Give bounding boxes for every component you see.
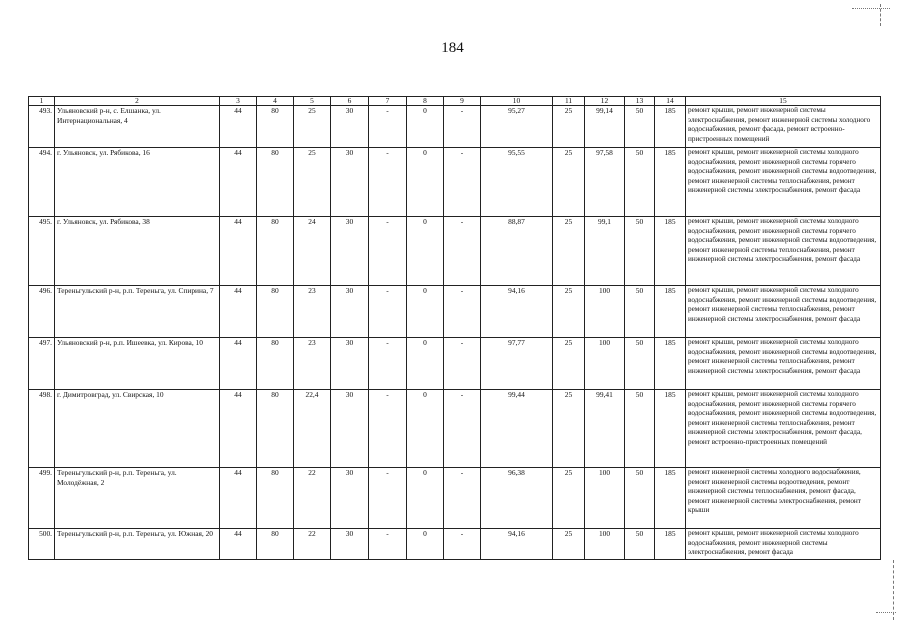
value-cell-col4: 80 bbox=[257, 338, 294, 390]
address-cell: Ульяновский р-н, р.п. Ишеевка, ул. Кирова, 10 bbox=[55, 338, 220, 390]
column-header: 9 bbox=[444, 97, 481, 106]
works-description-cell: ремонт инженерной системы холодного водоснабжения, ремонт инженерной системы водоотведения, ремонт инженерной системы теплоснабжения, ремонт фасада, ремонт инженерной системы электроснабжения, ремонт крыши bbox=[686, 468, 881, 529]
row-number-cell: 493. bbox=[29, 106, 55, 148]
value-cell-col9: - bbox=[444, 286, 481, 338]
value-cell-col13: 50 bbox=[625, 338, 655, 390]
value-cell-col6: 30 bbox=[331, 106, 369, 148]
value-cell-col5: 23 bbox=[294, 338, 331, 390]
registry-table bbox=[28, 96, 881, 560]
value-cell-col12: 99,41 bbox=[585, 390, 625, 468]
value-cell-col12: 99,14 bbox=[585, 106, 625, 148]
value-cell-col11: 25 bbox=[553, 338, 585, 390]
value-cell-col12: 99,1 bbox=[585, 217, 625, 286]
table-row bbox=[29, 106, 881, 148]
value-cell-col11: 25 bbox=[553, 217, 585, 286]
value-cell-col13: 50 bbox=[625, 106, 655, 148]
value-cell-col5: 25 bbox=[294, 148, 331, 217]
value-cell-col12: 100 bbox=[585, 468, 625, 529]
column-header: 6 bbox=[331, 97, 369, 106]
value-cell-col7: - bbox=[369, 217, 407, 286]
value-cell-col8: 0 bbox=[407, 529, 444, 560]
value-cell-col13: 50 bbox=[625, 468, 655, 529]
works-description-cell: ремонт крыши, ремонт инженерной системы электроснабжения, ремонт инженерной системы холодного водоснабжения, ремонт фасада, ремонт встроенно-пристроенных помещений bbox=[686, 106, 881, 148]
value-cell-col8: 0 bbox=[407, 148, 444, 217]
value-cell-col11: 25 bbox=[553, 468, 585, 529]
value-cell-col11: 25 bbox=[553, 286, 585, 338]
row-number-cell: 500. bbox=[29, 529, 55, 560]
value-cell-col4: 80 bbox=[257, 529, 294, 560]
address-cell: Тереньгульский р-н, р.п. Тереньга, ул. Южная, 20 bbox=[55, 529, 220, 560]
scan-edge-mark bbox=[893, 560, 894, 620]
value-cell-col6: 30 bbox=[331, 468, 369, 529]
value-cell-col7: - bbox=[369, 286, 407, 338]
value-cell-col3: 44 bbox=[220, 148, 257, 217]
value-cell-col8: 0 bbox=[407, 217, 444, 286]
value-cell-col5: 22 bbox=[294, 529, 331, 560]
table-row bbox=[29, 390, 881, 468]
value-cell-col8: 0 bbox=[407, 286, 444, 338]
table-row bbox=[29, 468, 881, 529]
row-number-cell: 498. bbox=[29, 390, 55, 468]
value-cell-col3: 44 bbox=[220, 529, 257, 560]
value-cell-col3: 44 bbox=[220, 106, 257, 148]
value-cell-col10: 94,16 bbox=[481, 286, 553, 338]
works-description-cell: ремонт крыши, ремонт инженерной системы холодного водоснабжения, ремонт инженерной системы горячего водоснабжения, ремонт инженерной системы водоотведения, ремонт инженерной системы теплоснабжения, ремонт инженерной системы электроснабжения, ремонт фасада bbox=[686, 217, 881, 286]
value-cell-col8: 0 bbox=[407, 338, 444, 390]
value-cell-col10: 97,77 bbox=[481, 338, 553, 390]
value-cell-col11: 25 bbox=[553, 390, 585, 468]
value-cell-col9: - bbox=[444, 390, 481, 468]
value-cell-col11: 25 bbox=[553, 106, 585, 148]
value-cell-col8: 0 bbox=[407, 390, 444, 468]
value-cell-col10: 99,44 bbox=[481, 390, 553, 468]
column-header: 10 bbox=[481, 97, 553, 106]
value-cell-col4: 80 bbox=[257, 148, 294, 217]
value-cell-col14: 185 bbox=[655, 217, 686, 286]
value-cell-col9: - bbox=[444, 148, 481, 217]
column-header: 14 bbox=[655, 97, 686, 106]
column-number-row bbox=[29, 97, 881, 106]
value-cell-col3: 44 bbox=[220, 338, 257, 390]
value-cell-col10: 95,55 bbox=[481, 148, 553, 217]
works-description-cell: ремонт крыши, ремонт инженерной системы холодного водоснабжения, ремонт инженерной системы водоотведения, ремонт инженерной системы теплоснабжения, ремонт инженерной системы электроснабжения, ремонт фасада bbox=[686, 338, 881, 390]
value-cell-col5: 22 bbox=[294, 468, 331, 529]
value-cell-col6: 30 bbox=[331, 148, 369, 217]
scan-edge-mark bbox=[852, 8, 890, 9]
address-cell: г. Димитровград, ул. Свирская, 10 bbox=[55, 390, 220, 468]
value-cell-col7: - bbox=[369, 529, 407, 560]
address-cell: г. Ульяновск, ул. Рябикова, 16 bbox=[55, 148, 220, 217]
row-number-cell: 496. bbox=[29, 286, 55, 338]
value-cell-col7: - bbox=[369, 338, 407, 390]
table-row bbox=[29, 529, 881, 560]
column-header: 1 bbox=[29, 97, 55, 106]
value-cell-col5: 22,4 bbox=[294, 390, 331, 468]
value-cell-col5: 25 bbox=[294, 106, 331, 148]
value-cell-col3: 44 bbox=[220, 286, 257, 338]
value-cell-col6: 30 bbox=[331, 286, 369, 338]
row-number-cell: 494. bbox=[29, 148, 55, 217]
column-header: 2 bbox=[55, 97, 220, 106]
address-cell: Тереньгульский р-н, р.п. Тереньга, ул. Спирина, 7 bbox=[55, 286, 220, 338]
value-cell-col13: 50 bbox=[625, 148, 655, 217]
table-row bbox=[29, 148, 881, 217]
value-cell-col12: 100 bbox=[585, 338, 625, 390]
value-cell-col9: - bbox=[444, 529, 481, 560]
row-number-cell: 499. bbox=[29, 468, 55, 529]
value-cell-col12: 100 bbox=[585, 286, 625, 338]
works-description-cell: ремонт крыши, ремонт инженерной системы холодного водоснабжения, ремонт инженерной системы горячего водоснабжения, ремонт инженерной системы водоотведения, ремонт инженерной системы теплоснабжения, ремонт инженерной системы электроснабжения, ремонт фасада bbox=[686, 148, 881, 217]
value-cell-col7: - bbox=[369, 468, 407, 529]
value-cell-col9: - bbox=[444, 217, 481, 286]
value-cell-col3: 44 bbox=[220, 468, 257, 529]
value-cell-col11: 25 bbox=[553, 529, 585, 560]
value-cell-col13: 50 bbox=[625, 390, 655, 468]
value-cell-col4: 80 bbox=[257, 286, 294, 338]
works-description-cell: ремонт крыши, ремонт инженерной системы холодного водоснабжения, ремонт инженерной системы водоотведения, ремонт инженерной системы теплоснабжения, ремонт инженерной системы электроснабжения, ремонт фасада bbox=[686, 286, 881, 338]
table-row bbox=[29, 286, 881, 338]
value-cell-col6: 30 bbox=[331, 529, 369, 560]
value-cell-col8: 0 bbox=[407, 106, 444, 148]
value-cell-col4: 80 bbox=[257, 468, 294, 529]
page-number: 184 bbox=[441, 40, 464, 56]
value-cell-col6: 30 bbox=[331, 390, 369, 468]
value-cell-col14: 185 bbox=[655, 529, 686, 560]
value-cell-col3: 44 bbox=[220, 390, 257, 468]
column-header: 11 bbox=[553, 97, 585, 106]
column-header: 8 bbox=[407, 97, 444, 106]
row-number-cell: 495. bbox=[29, 217, 55, 286]
value-cell-col14: 185 bbox=[655, 390, 686, 468]
table-row bbox=[29, 217, 881, 286]
value-cell-col11: 25 bbox=[553, 148, 585, 217]
row-number-cell: 497. bbox=[29, 338, 55, 390]
value-cell-col14: 185 bbox=[655, 106, 686, 148]
column-header: 7 bbox=[369, 97, 407, 106]
value-cell-col5: 24 bbox=[294, 217, 331, 286]
value-cell-col10: 96,38 bbox=[481, 468, 553, 529]
value-cell-col14: 185 bbox=[655, 338, 686, 390]
value-cell-col14: 185 bbox=[655, 286, 686, 338]
value-cell-col8: 0 bbox=[407, 468, 444, 529]
address-cell: г. Ульяновск, ул. Рябикова, 38 bbox=[55, 217, 220, 286]
value-cell-col7: - bbox=[369, 148, 407, 217]
value-cell-col4: 80 bbox=[257, 390, 294, 468]
column-header: 15 bbox=[686, 97, 881, 106]
column-header: 5 bbox=[294, 97, 331, 106]
value-cell-col10: 94,16 bbox=[481, 529, 553, 560]
value-cell-col5: 23 bbox=[294, 286, 331, 338]
value-cell-col10: 88,87 bbox=[481, 217, 553, 286]
value-cell-col7: - bbox=[369, 390, 407, 468]
column-header: 12 bbox=[585, 97, 625, 106]
value-cell-col9: - bbox=[444, 468, 481, 529]
value-cell-col12: 100 bbox=[585, 529, 625, 560]
value-cell-col12: 97,58 bbox=[585, 148, 625, 217]
works-description-cell: ремонт крыши, ремонт инженерной системы холодного водоснабжения, ремонт инженерной системы электроснабжения, ремонт фасада bbox=[686, 529, 881, 560]
column-header: 13 bbox=[625, 97, 655, 106]
value-cell-col3: 44 bbox=[220, 217, 257, 286]
address-cell: Ульяновский р-н, с. Елшанка, ул. Интернациональная, 4 bbox=[55, 106, 220, 148]
value-cell-col14: 185 bbox=[655, 148, 686, 217]
scan-edge-mark bbox=[876, 612, 896, 613]
table-row bbox=[29, 338, 881, 390]
value-cell-col6: 30 bbox=[331, 217, 369, 286]
value-cell-col4: 80 bbox=[257, 106, 294, 148]
value-cell-col9: - bbox=[444, 106, 481, 148]
works-description-cell: ремонт крыши, ремонт инженерной системы холодного водоснабжения, ремонт инженерной системы горячего водоснабжения, ремонт инженерной системы водоотведения, ремонт инженерной системы теплоснабжения, ремонт инженерной системы электроснабжения, ремонт фасада, ремонт встроенно-пристроенных помещений bbox=[686, 390, 881, 468]
value-cell-col9: - bbox=[444, 338, 481, 390]
value-cell-col13: 50 bbox=[625, 286, 655, 338]
value-cell-col4: 80 bbox=[257, 217, 294, 286]
value-cell-col10: 95,27 bbox=[481, 106, 553, 148]
address-cell: Тереньгульский р-н, р.п. Тереньга, ул. Молодёжная, 2 bbox=[55, 468, 220, 529]
value-cell-col7: - bbox=[369, 106, 407, 148]
column-header: 3 bbox=[220, 97, 257, 106]
value-cell-col13: 50 bbox=[625, 529, 655, 560]
column-header: 4 bbox=[257, 97, 294, 106]
value-cell-col6: 30 bbox=[331, 338, 369, 390]
value-cell-col14: 185 bbox=[655, 468, 686, 529]
value-cell-col13: 50 bbox=[625, 217, 655, 286]
